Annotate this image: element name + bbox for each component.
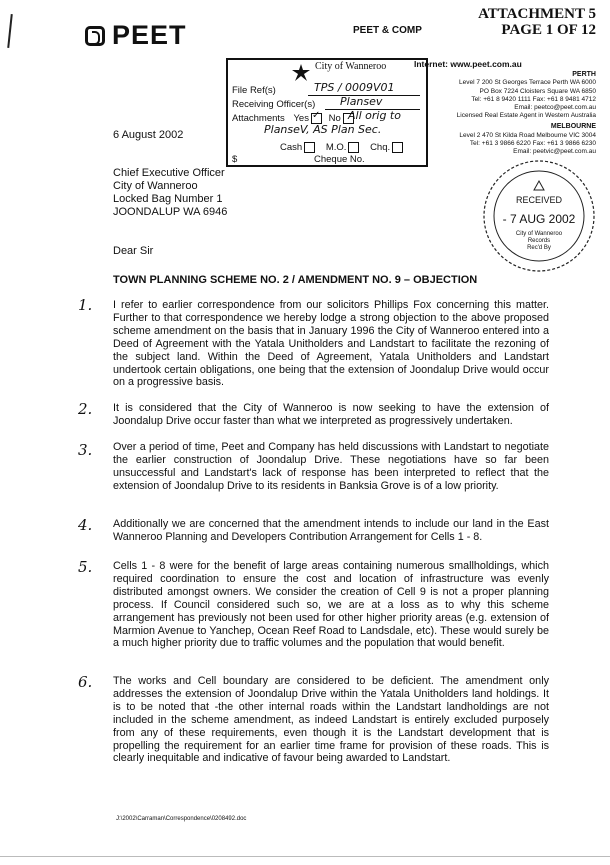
melbourne-line: Level 2 470 St Kilda Road Melbourne VIC 3004 <box>459 131 596 139</box>
logo-text: PEET <box>112 20 187 50</box>
mo-checkbox <box>348 142 359 153</box>
paragraph: Over a period of time, Peet and Company has held discussions with Landstart to negotiate the earlier construction of Joondalup Drive. These negotiations have so far been unsuccessful and Landstart's lack of response has been interpreted to reflect that the extension of Joondalup Drive to its residents in Banksia Grove is of a low priority. <box>113 441 549 492</box>
no-label: No <box>328 113 341 125</box>
paragraph-number: 2. <box>78 400 93 418</box>
office-details <box>414 59 596 156</box>
city-crest-icon <box>290 62 312 82</box>
peet-logo-icon <box>85 26 105 46</box>
letter-date: 6 August 2002 <box>113 129 184 141</box>
city-receipt-stamp <box>226 58 428 167</box>
received-stamp <box>480 157 598 275</box>
paragraph-number: 3. <box>78 441 93 459</box>
perth-line: PO Box 7224 Cloisters Square WA 6850 <box>479 87 596 95</box>
yes-checkbox: ✓ <box>311 113 322 124</box>
address-line: Locked Bag Number 1 <box>113 193 223 205</box>
address-line: Chief Executive Officer <box>113 167 225 179</box>
stamp-org: City of Wanneroo <box>315 61 387 72</box>
recipient-address <box>113 167 227 219</box>
attachment-label <box>468 6 596 38</box>
file-path-footer: J:\2002\Carraman\Correspondence\0208492.doc <box>116 816 247 822</box>
paragraph: Cells 1 - 8 were for the benefit of large areas containing numerous smallholdings, which required coordination to ensure the cost and location of infrastructure was evenly distributed amongst owners. We consider the creation of Cell 9 is not a proper planning process. If Council considered such so, we are at a loss as to why this scheme arrangement has previously not been used for other higher priority areas (e.g. extension of Marmion Avenue to Yanchep, Ocean Reef Road to Landsdale, etc). These would surely be a much higher priority due to traffic volumes and the population that would benefit. <box>113 560 549 650</box>
perth-line: Level 7 200 St Georges Terrace Perth WA 6000 <box>459 79 596 87</box>
subject-line: TOWN PLANNING SCHEME NO. 2 / AMENDMENT NO. 9 – OBJECTION <box>113 274 478 286</box>
perth-line: Email: peetco@peet.com.au <box>514 104 596 112</box>
peet-logo <box>85 20 187 51</box>
perth-heading: PERTH <box>572 71 596 79</box>
chq-checkbox <box>392 142 403 153</box>
melbourne-line: Tel: +61 3 9866 6220 Fax: +61 3 9866 6230 <box>469 139 596 147</box>
perth-line: Licensed Real Estate Agent in Western Australia <box>456 112 596 120</box>
attachments-label: Attachments <box>232 113 285 125</box>
melbourne-heading: MELBOURNE <box>550 123 596 131</box>
paragraph: I refer to earlier correspondence from our solicitors Phillips Fox concerning this matter. Further to that correspondence we hereby lodge a strong objection to the above proposed scheme amendment on the basis that in January 1996 the City of Wanneroo entered into a Deed of Agreement with the Yatala Unitholders and Landstart to facilitate the rezoning of the subject land. Within the Deed of Agreement, Yatala Unitholders and Landstart undertook certain obligations, one being that the extension of Joondalup Drive would occur on a progressive basis. <box>113 299 549 389</box>
margin-mark <box>7 14 13 48</box>
dollar-label: $ <box>232 154 238 165</box>
address-line: City of Wanneroo <box>113 180 198 192</box>
cheque-no-label: Cheque No. <box>314 154 365 165</box>
received-date: - 7 AUG 2002 <box>502 212 576 226</box>
file-ref-value: TPS / 0009V01 <box>314 81 395 94</box>
officer-label: Receiving Officer(s) <box>232 99 316 110</box>
paragraph-number: 4. <box>78 516 93 534</box>
received-line-3: Rec'd By <box>527 245 551 251</box>
yes-label: Yes <box>293 113 309 125</box>
paragraph: Additionally we are concerned that the amendment intends to include our land in the East Wanneroo Planning and Developers Contribution Arrangement for Cells 1 - 8. <box>113 518 549 543</box>
officer-value: Plansev <box>340 95 383 108</box>
mo-label: M.O. <box>325 142 347 154</box>
page-edge <box>0 856 610 857</box>
company-name: PEET & COMP <box>353 25 422 36</box>
chq-label: Chq. <box>370 142 391 154</box>
cash-checkbox <box>304 142 315 153</box>
melbourne-line: Email: peetvic@peet.com.au <box>513 148 596 156</box>
file-ref-label: File Ref(s) <box>232 85 276 96</box>
website: Internet: www.peet.com.au <box>414 59 522 69</box>
attachment-number: ATTACHMENT 5 <box>478 6 596 22</box>
received-line-1: City of Wanneroo <box>515 231 563 237</box>
address-line: JOONDALUP WA 6946 <box>113 206 228 218</box>
paragraph: It is considered that the City of Wanneroo is now seeking to have the extension of Joondalup Drive occur faster than what we interpreted as progressively undertaken. <box>113 402 549 427</box>
payment-row <box>280 142 407 153</box>
paragraph: The works and Cell boundary are considered to be deficient. The amendment only addresses the extension of Joondalup Drive within the Yatala Unitholders land holdings. It is to be noted that -the other internal roads within the Landstart landholdings are not included in the scheme amendment, as indeed Landstart is entirely excluded purposely from any of these requirements, even though it is the Landstart development that is propelling the requirement for an earlier time frame for provision of these roads. This is clearly inequitable and indicative of favour being awarded to Landstart. <box>113 675 549 765</box>
received-label: RECEIVED <box>515 195 563 205</box>
attach-note: All orig to <box>348 109 401 122</box>
page-number: PAGE 1 OF 12 <box>501 22 596 38</box>
perth-line: Tel: +61 8 9420 1111 Fax: +61 8 9481 4712 <box>471 95 596 103</box>
paragraph-number: 1. <box>78 296 93 314</box>
attach-note-2: PlanseV, AS Plan Sec. <box>264 123 382 136</box>
cash-label: Cash <box>280 142 303 154</box>
paragraph-number: 6. <box>78 673 93 691</box>
paragraph-number: 5. <box>78 558 93 576</box>
received-line-2: Records <box>527 238 551 244</box>
salutation: Dear Sir <box>113 245 154 257</box>
